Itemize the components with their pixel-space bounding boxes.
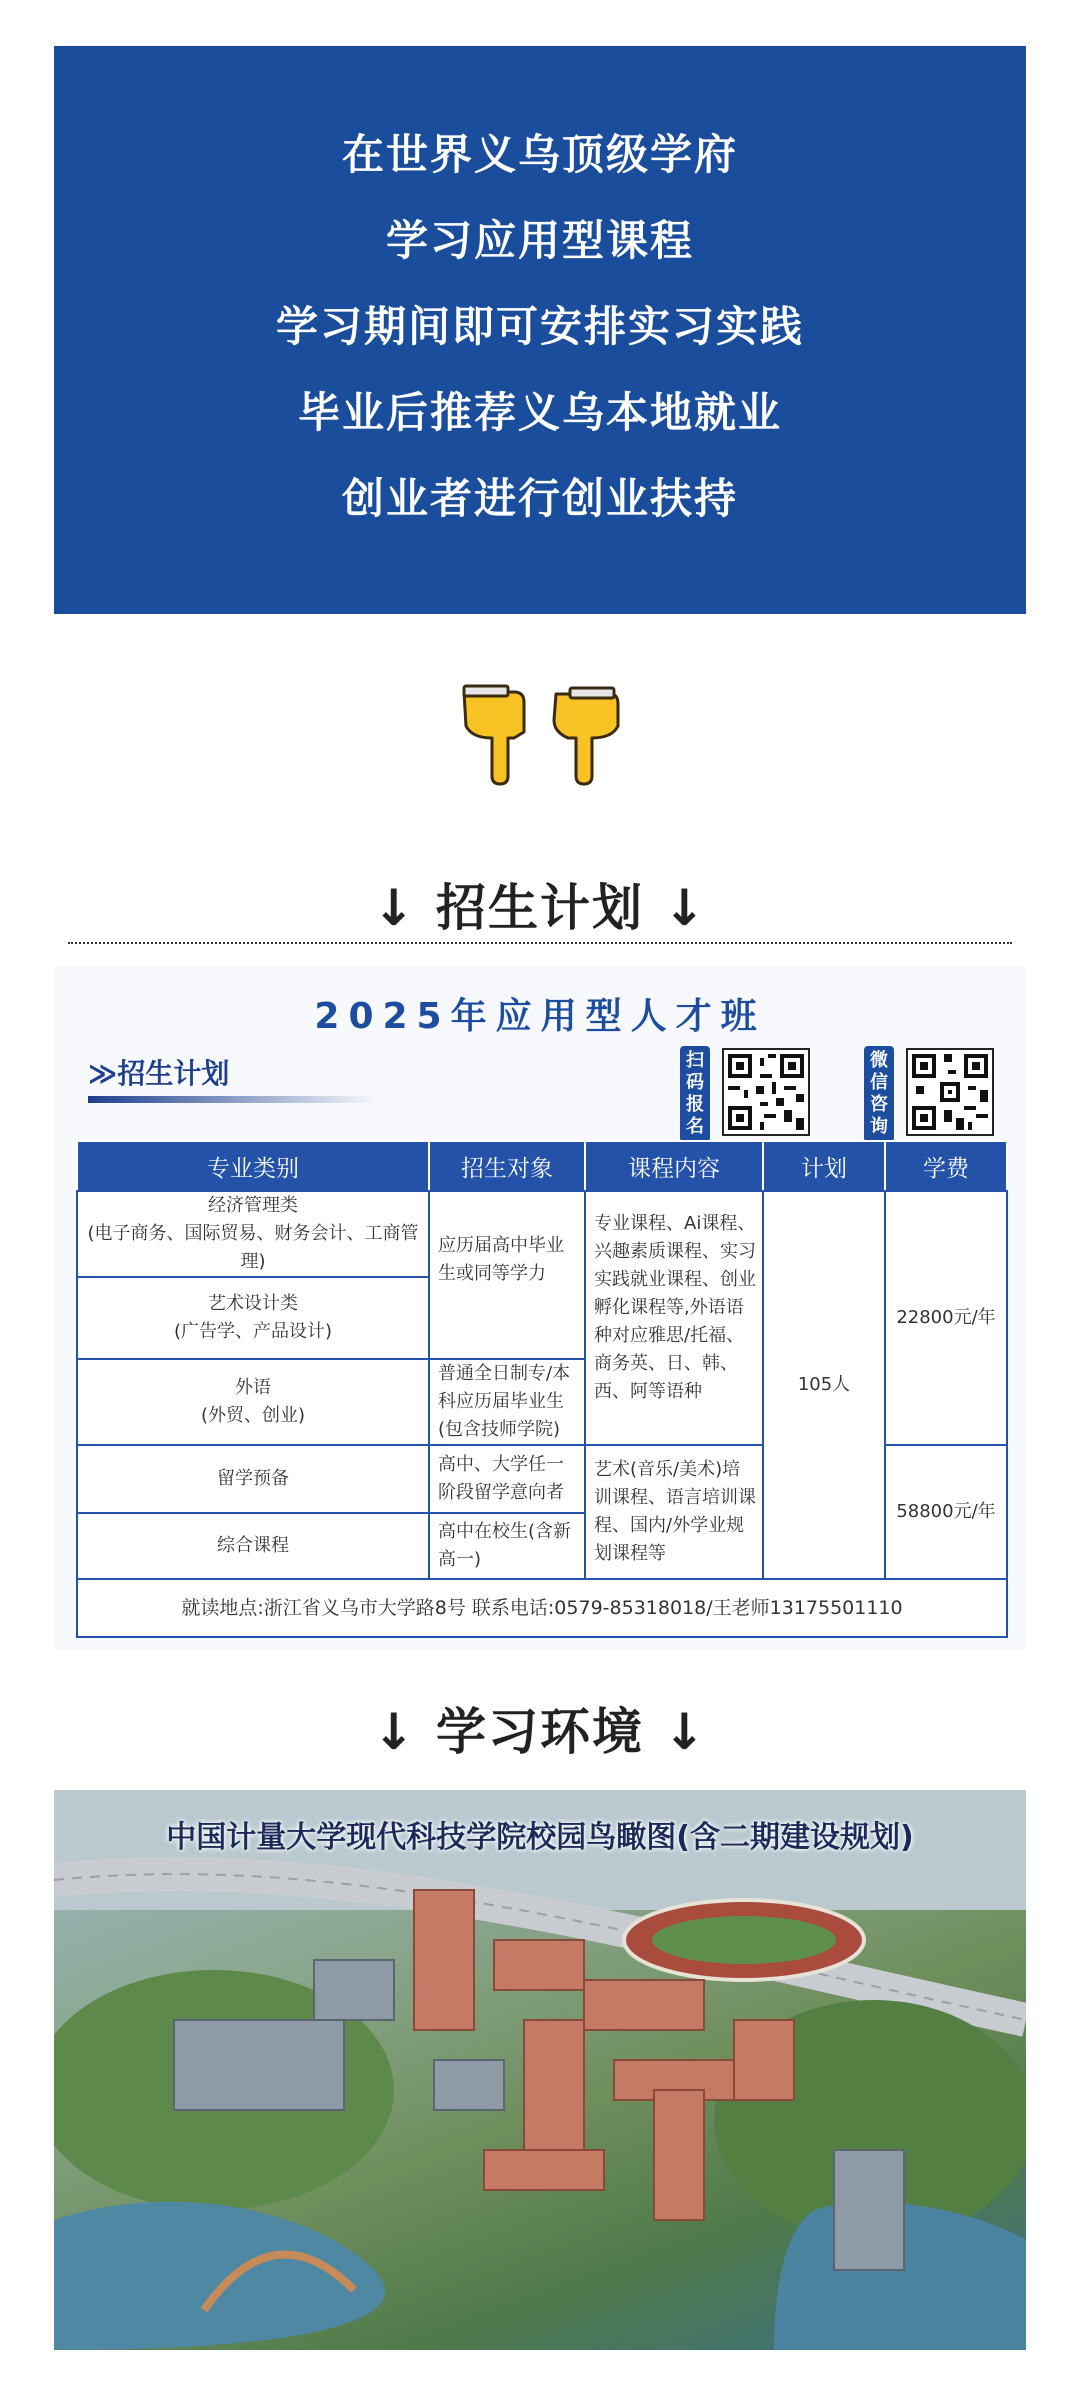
banner-line: 创业者进行创业扶持	[341, 474, 738, 523]
major-cell: 留学预备	[77, 1445, 429, 1513]
section-title-learning-environment: ↓ 学习环境 ↓	[372, 1703, 708, 1761]
wechat-qr-code-icon	[906, 1048, 994, 1136]
section-title-admission-plan: ↓ 招生计划 ↓	[372, 879, 708, 937]
pointing-down-hands-icon	[458, 680, 622, 790]
promo-banner	[54, 46, 1026, 614]
target-cell: 普通全日制专/本科应历届毕业生(包含技师学院)	[429, 1359, 585, 1445]
contact-info: 就读地点:浙江省义乌市大学路8号 联系电话:0579-85318018/王老师13175501110	[77, 1579, 1007, 1637]
plan-cell: 105人	[763, 1191, 885, 1579]
fee-cell: 22800元/年	[885, 1191, 1007, 1445]
admission-plan-table	[76, 1140, 1008, 1638]
col-header-plan: 计划	[763, 1141, 885, 1191]
course-cell: 专业课程、Ai课程、兴趣素质课程、实习实践就业课程、创业孵化课程等,外语语种对应雅思/托福、商务英、日、韩、西、阿等语种	[585, 1191, 763, 1445]
col-header-major: 专业类别	[77, 1141, 429, 1191]
fee-cell: 58800元/年	[885, 1445, 1007, 1579]
scan-to-apply-label: 扫 码 报 名	[680, 1046, 710, 1142]
admission-plan-card	[54, 966, 1026, 1650]
campus-aerial-image	[54, 1790, 1026, 2350]
wechat-consult-label: 微 信 咨 询	[864, 1046, 894, 1142]
subheading-underline	[88, 1096, 378, 1103]
course-cell: 艺术(音乐/美术)培训课程、语言培训课程、国内/外学业规划课程等	[585, 1445, 763, 1579]
banner-line: 学习期间即可安排实习实践	[275, 302, 804, 351]
major-cell: 综合课程	[77, 1513, 429, 1579]
apply-qr-code-icon	[722, 1048, 810, 1136]
banner-line: 在世界义乌顶级学府	[341, 130, 738, 179]
dotted-divider	[68, 942, 1012, 944]
col-header-target: 招生对象	[429, 1141, 585, 1191]
campus-title: 中国计量大学现代科技学院校园鸟瞰图(含二期建设规划)	[166, 1820, 914, 1855]
banner-line: 毕业后推荐义乌本地就业	[297, 388, 782, 437]
campus-illustration	[54, 1790, 1026, 2350]
target-cell: 高中在校生(含新高一)	[429, 1513, 585, 1579]
plan-subheading: ≫招生计划	[88, 1057, 230, 1090]
target-cell: 应历届高中毕业生或同等学力	[429, 1191, 585, 1359]
major-cell: 艺术设计类 (广告学、产品设计)	[77, 1277, 429, 1359]
table-footer-row	[77, 1579, 1007, 1637]
banner-line: 学习应用型课程	[385, 216, 694, 265]
col-header-fee: 学费	[885, 1141, 1007, 1191]
col-header-course: 课程内容	[585, 1141, 763, 1191]
table-header-row	[77, 1141, 1007, 1191]
plan-heading: 2025年应用型人才班	[314, 996, 766, 1037]
target-cell: 高中、大学任一阶段留学意向者	[429, 1445, 585, 1513]
table-row	[77, 1191, 1007, 1277]
major-cell: 经济管理类 (电子商务、国际贸易、财务会计、工商管理)	[77, 1191, 429, 1277]
major-cell: 外语 (外贸、创业)	[77, 1359, 429, 1445]
